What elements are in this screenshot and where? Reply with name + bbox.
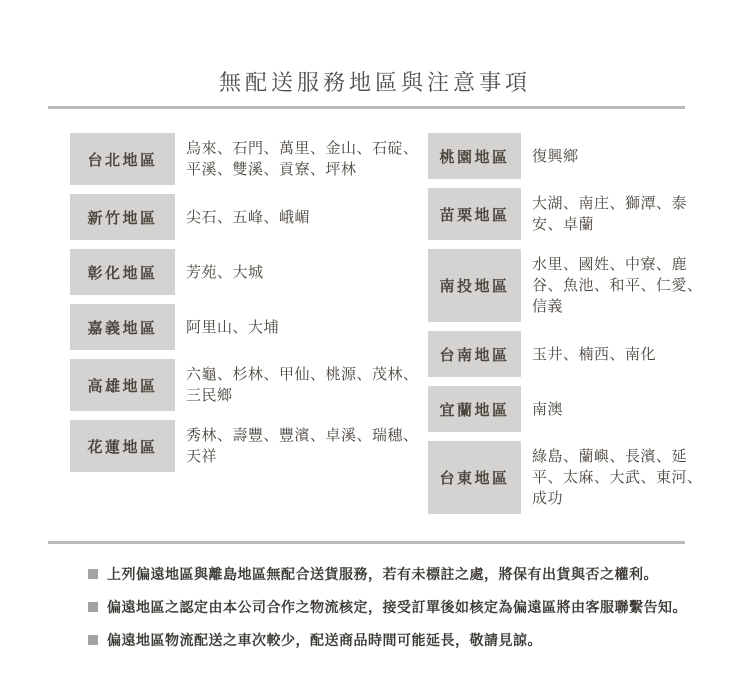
- region-label: 桃園地區: [428, 133, 521, 179]
- region-row-hsinchu: [70, 194, 420, 240]
- bottom-divider: [48, 541, 685, 544]
- region-areas: 復興鄉: [532, 147, 579, 165]
- region-label: 苗栗地區: [428, 188, 521, 240]
- region-table-right-column: [428, 133, 703, 514]
- region-label: 台南地區: [428, 331, 521, 377]
- region-row-yilan: [428, 386, 703, 432]
- square-bullet-icon: [88, 635, 98, 645]
- page-title: 無配送服務地區與注意事項: [218, 70, 531, 95]
- region-row-kaohsiung: [70, 359, 420, 411]
- note-text: 上列偏遠地區與離島地區無配合送貨服務，若有未標註之處，將保有出貨與否之權利。: [107, 566, 658, 582]
- region-areas: 綠島、蘭嶼、長濱、延平、太麻、大武、東河、成功: [532, 448, 703, 507]
- region-areas: 芳苑、大城: [186, 263, 264, 281]
- region-areas: 秀林、壽豐、豐濱、卓溪、瑞穗、天祥: [186, 427, 419, 465]
- region-areas: 南澳: [532, 400, 564, 418]
- region-row-changhua: [70, 249, 420, 295]
- region-row-tainan: [428, 331, 703, 377]
- region-table-left-column: [70, 133, 420, 472]
- region-areas: 大湖、南庄、獅潭、泰安、卓蘭: [532, 195, 688, 233]
- region-areas: 烏來、石門、萬里、金山、石碇、平溪、雙溪、貢寮、坪林: [186, 140, 419, 178]
- note-text: 偏遠地區物流配送之車次較少，配送商品時間可能延長，敬請見諒。: [107, 632, 542, 648]
- region-row-taoyuan: [428, 133, 703, 179]
- square-bullet-icon: [88, 602, 98, 612]
- region-label: 花蓮地區: [70, 420, 175, 472]
- region-row-nantou: [428, 249, 703, 322]
- region-areas: 玉井、楠西、南化: [532, 345, 657, 363]
- square-bullet-icon: [88, 569, 98, 579]
- region-label: 嘉義地區: [70, 304, 175, 350]
- top-divider: [48, 106, 685, 109]
- note-item: [88, 564, 703, 584]
- region-label: 高雄地區: [70, 359, 175, 411]
- region-areas: 六龜、杉林、甲仙、桃源、茂林、三民鄉: [186, 366, 419, 404]
- region-areas: 尖石、五峰、峨嵋: [186, 208, 311, 226]
- region-label: 新竹地區: [70, 194, 175, 240]
- region-label: 彰化地區: [70, 249, 175, 295]
- no-delivery-region-table: [70, 133, 703, 514]
- region-areas: 阿里山、大埔: [186, 318, 280, 336]
- region-row-taitung: [428, 441, 703, 514]
- region-areas: 水里、國姓、中寮、鹿谷、魚池、和平、仁愛、信義: [532, 256, 703, 315]
- region-row-chiayi: [70, 304, 420, 350]
- note-item: [88, 630, 703, 650]
- note-text: 偏遠地區之認定由本公司合作之物流核定，接受訂單後如核定為偏遠區將由客服聯繫告知。: [107, 599, 687, 615]
- note-item: [88, 597, 703, 617]
- notes-section: [88, 564, 703, 650]
- region-row-hualien: [70, 420, 420, 472]
- region-label: 南投地區: [428, 249, 521, 322]
- region-label: 台東地區: [428, 441, 521, 514]
- region-row-taipei: [70, 133, 420, 185]
- region-label: 宜蘭地區: [428, 386, 521, 432]
- region-label: 台北地區: [70, 133, 175, 185]
- region-row-miaoli: [428, 188, 703, 240]
